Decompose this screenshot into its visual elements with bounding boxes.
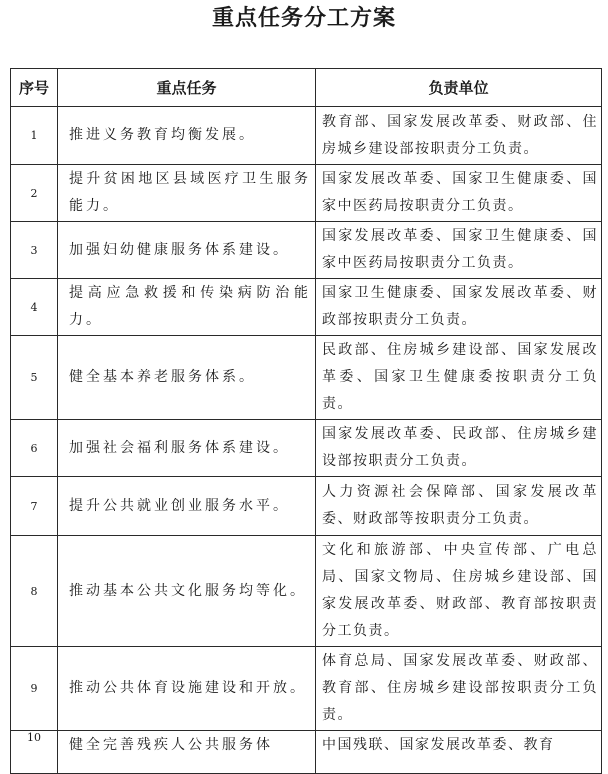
row-task: 加强社会福利服务体系建设。 <box>58 420 316 477</box>
row-task: 推动基本公共文化服务均等化。 <box>58 536 316 647</box>
row-unit: 文化和旅游部、中央宣传部、广电总局、国家文物局、住房城乡建设部、国家发展改革委、财政部、教育部按职责分工负责。 <box>316 536 602 647</box>
header-unit: 负责单位 <box>316 69 602 107</box>
document-title: 重点任务分工方案 <box>211 6 396 31</box>
row-task: 推进义务教育均衡发展。 <box>58 107 316 165</box>
table-row <box>11 107 602 165</box>
header-task: 重点任务 <box>58 69 316 107</box>
row-number: 7 <box>11 477 58 536</box>
task-assignment-table <box>10 68 602 774</box>
row-number: 2 <box>11 165 58 222</box>
row-task: 推动公共体育设施建设和开放。 <box>58 647 316 731</box>
header-num: 序号 <box>11 69 58 107</box>
table-row <box>11 279 602 336</box>
row-unit: 国家发展改革委、国家卫生健康委、国家中医药局按职责分工负责。 <box>316 165 602 222</box>
row-unit: 中国残联、国家发展改革委、教育 <box>316 731 602 774</box>
row-number: 6 <box>11 420 58 477</box>
row-number: 3 <box>11 222 58 279</box>
row-unit: 国家发展改革委、国家卫生健康委、国家中医药局按职责分工负责。 <box>316 222 602 279</box>
row-unit: 教育部、国家发展改革委、财政部、住房城乡建设部按职责分工负责。 <box>316 107 602 165</box>
row-number: 10 <box>11 731 58 774</box>
row-number: 5 <box>11 336 58 420</box>
row-task: 加强妇幼健康服务体系建设。 <box>58 222 316 279</box>
row-unit: 人力资源社会保障部、国家发展改革委、财政部等按职责分工负责。 <box>316 477 602 536</box>
row-number: 9 <box>11 647 58 731</box>
row-unit: 国家卫生健康委、国家发展改革委、财政部按职责分工负责。 <box>316 279 602 336</box>
row-task: 提高应急救援和传染病防治能力。 <box>58 279 316 336</box>
row-task: 健全完善残疾人公共服务体 <box>58 731 316 774</box>
row-task: 健全基本养老服务体系。 <box>58 336 316 420</box>
table-row <box>11 165 602 222</box>
row-number: 8 <box>11 536 58 647</box>
table-row <box>11 420 602 477</box>
table-header-row <box>11 69 602 107</box>
row-task: 提升公共就业创业服务水平。 <box>58 477 316 536</box>
table-row <box>11 336 602 420</box>
table-row <box>11 222 602 279</box>
row-unit: 体育总局、国家发展改革委、财政部、教育部、住房城乡建设部按职责分工负责。 <box>316 647 602 731</box>
row-unit: 民政部、住房城乡建设部、国家发展改革委、国家卫生健康委按职责分工负责。 <box>316 336 602 420</box>
table-row <box>11 731 602 774</box>
row-unit: 国家发展改革委、民政部、住房城乡建设部按职责分工负责。 <box>316 420 602 477</box>
table-row <box>11 647 602 731</box>
row-number: 4 <box>11 279 58 336</box>
table-row <box>11 536 602 647</box>
row-task: 提升贫困地区县域医疗卫生服务能力。 <box>58 165 316 222</box>
table-row <box>11 477 602 536</box>
row-number: 1 <box>11 107 58 165</box>
